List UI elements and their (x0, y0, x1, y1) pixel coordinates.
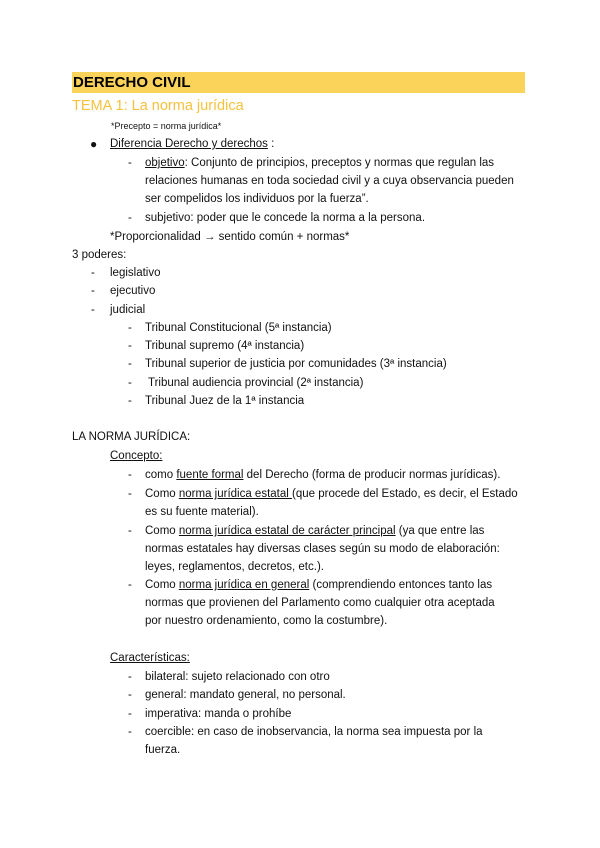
poder-item: judicial (110, 304, 146, 316)
objetivo-line-3: ser compelidos los individuos por la fuerza”. (145, 193, 369, 205)
judicial-item: Tribunal supremo (4ª instancia) (145, 340, 305, 352)
objetivo-text: : Conjunto de principios, preceptos y normas que regulan las (184, 157, 495, 169)
poder-item: legislativo (110, 267, 161, 279)
dash-marker: - (128, 395, 132, 407)
proporcionalidad-note: *Proporcionalidad → sentido común + normas* (110, 231, 350, 243)
bullet-icon: ● (90, 137, 98, 151)
concepto-item-3-line-3: leyes, reglamentos, decretos, etc.). (145, 561, 324, 573)
dash-marker: - (128, 358, 132, 370)
norma-heading: LA NORMA JURÍDICA: (72, 431, 191, 443)
dash-marker: - (128, 671, 132, 683)
dash-marker: - (91, 267, 95, 279)
subjetivo-text: subjetivo: poder que le concede la norma a la persona. (145, 212, 426, 224)
concepto-item-4-line-3: por nuestro ordenamiento, como la costumbre). (145, 615, 388, 627)
concepto-text: Como (145, 488, 179, 500)
caracteristica-item: imperativa: manda o prohíbe (145, 708, 292, 720)
dash-marker: - (128, 157, 132, 169)
diferencia-colon: : (267, 138, 275, 150)
section-title: TEMA 1: La norma jurídica (72, 98, 244, 114)
concepto-text: Como (145, 579, 179, 591)
concepto-item-3 (145, 522, 484, 540)
poder-item: ejecutivo (110, 285, 156, 297)
caracteristicas-label: Características: (110, 652, 190, 664)
dash-marker: - (91, 304, 95, 316)
objetivo-line-1 (145, 154, 494, 172)
concepto-text: Como (145, 525, 179, 537)
judicial-item: Tribunal superior de justicia por comunidades (3ª instancia) (145, 358, 447, 370)
dash-marker: - (128, 488, 132, 500)
dash-marker: - (128, 525, 132, 537)
dash-marker: - (128, 708, 132, 720)
dash-marker: - (128, 469, 132, 481)
concepto-item-1 (145, 466, 500, 484)
document-title: DERECHO CIVIL (73, 74, 191, 91)
dash-marker: - (128, 579, 132, 591)
judicial-item: Tribunal Constitucional (5ª instancia) (145, 322, 332, 334)
diferencia-heading (110, 135, 274, 153)
dash-marker: - (128, 322, 132, 334)
concepto-item-4 (145, 576, 492, 594)
concepto-item-3-line-2: normas estatales hay diversas clases según su modo de elaboración: (145, 543, 500, 555)
concepto-term: norma jurídica estatal (178, 488, 293, 500)
concepto-term: norma jurídica estatal de carácter principal (178, 525, 396, 537)
judicial-item: Tribunal audiencia provincial (2ª instancia) (145, 377, 364, 389)
concepto-text: (ya que entre las (395, 525, 485, 537)
precepto-note: *Precepto = norma jurídica* (111, 121, 222, 131)
dash-marker: - (128, 340, 132, 352)
concepto-term: norma jurídica en general (178, 579, 310, 591)
objetivo-line-2: relaciones humanas en toda sociedad civil y a cuya observancia pueden (145, 175, 514, 187)
concepto-item-4-line-2: normas que provienen del Parlamento como cualquier otra aceptada (145, 597, 495, 609)
dash-marker: - (128, 689, 132, 701)
concepto-text: (que procede del Estado, es decir, el Estado (292, 488, 518, 500)
dash-marker: - (128, 726, 132, 738)
concepto-text: del Derecho (forma de producir normas jurídicas). (243, 469, 501, 481)
caracteristica-item: bilateral: sujeto relacionado con otro (145, 671, 330, 683)
dash-marker: - (128, 212, 132, 224)
objetivo-term: objetivo (145, 157, 185, 169)
caracteristica-item: coercible: en caso de inobservancia, la norma sea impuesta por la (145, 726, 483, 738)
dash-marker: - (91, 285, 95, 297)
caracteristica-item-line-2: fuerza. (145, 744, 181, 756)
concepto-item-2-line-2: es su fuente material). (145, 506, 259, 518)
judicial-item: Tribunal Juez de la 1ª instancia (145, 395, 305, 407)
dash-marker: - (128, 377, 132, 389)
diferencia-label: Diferencia Derecho y derechos (110, 138, 268, 150)
concepto-term: fuente formal (176, 469, 244, 481)
concepto-label: Concepto: (110, 450, 163, 462)
caracteristica-item: general: mandato general, no personal. (145, 689, 346, 701)
concepto-item-2 (145, 485, 518, 503)
concepto-text: (comprendiendo entonces tanto las (309, 579, 493, 591)
concepto-text: como (145, 469, 177, 481)
poderes-heading: 3 poderes: (72, 249, 127, 261)
